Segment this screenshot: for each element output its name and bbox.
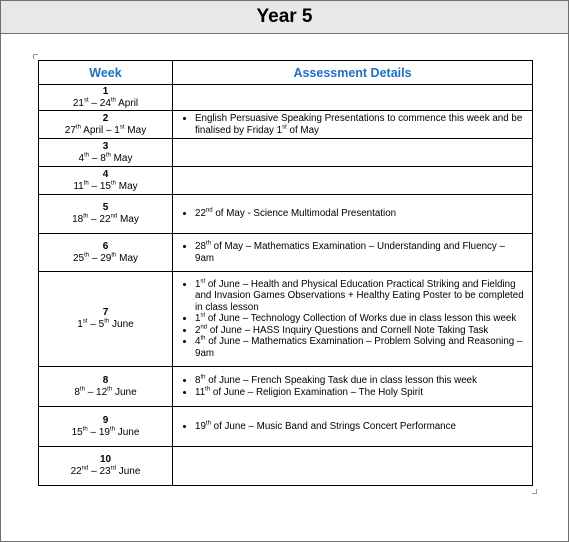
assessment-table (38, 60, 533, 486)
start-day-suffix: th (83, 213, 89, 220)
details-column-header: Assessment Details (173, 61, 533, 85)
item-date: 28 (195, 241, 206, 253)
week-dates (72, 214, 139, 225)
end-day-suffix: st (119, 124, 125, 131)
end-day: 5 (98, 319, 105, 330)
week-dates (77, 319, 133, 330)
week-dates (73, 181, 137, 192)
item-text: of May (286, 124, 319, 136)
week-number: 1 (102, 85, 109, 97)
month: May (116, 180, 138, 192)
page-title: Year 5 (256, 6, 313, 27)
assessment-item (195, 279, 524, 313)
item-text: of June – Mathematics Examination – Problem Solving and Reasoning – 9am (195, 336, 523, 359)
date-separator: – (88, 180, 100, 192)
details-cell (173, 234, 533, 272)
week-number: 2 (102, 112, 109, 124)
assessment-list (173, 279, 532, 359)
month: June (112, 386, 137, 398)
week-cell (39, 367, 173, 407)
item-text: of June – French Speaking Task due in class lesson this week (205, 375, 478, 387)
end-day-suffix: th (104, 318, 110, 325)
assessment-item (195, 325, 524, 336)
week-dates (73, 98, 138, 109)
item-date-suffix: nd (205, 208, 213, 215)
details-cell (173, 111, 533, 139)
details-cell (173, 139, 533, 167)
start-day: 1 (77, 319, 83, 330)
item-text: of June – Music Band and Strings Concert Performance (210, 420, 456, 432)
start-day: 15 (71, 426, 83, 438)
item-text: of May - Science Multimodal Presentation (212, 208, 397, 220)
week-cell (39, 85, 173, 111)
end-day: 22 (99, 214, 111, 225)
table-row (39, 407, 533, 447)
item-date: 4 (195, 336, 201, 348)
start-day: 18 (72, 214, 84, 225)
start-day-suffix: th (83, 180, 89, 187)
start-day-suffix: th (82, 426, 88, 433)
week-cell (39, 139, 173, 167)
month: May (110, 152, 133, 164)
week-dates (71, 466, 141, 477)
month: June (109, 319, 134, 330)
item-date-suffix: th (200, 335, 206, 342)
end-day-suffix: th (111, 252, 117, 259)
details-cell (173, 367, 533, 407)
date-separator: – (88, 466, 100, 477)
end-day: 19 (98, 426, 110, 438)
week-cell (39, 407, 173, 447)
end-day: 15 (99, 180, 111, 192)
assessment-item (195, 241, 524, 264)
assessment-item (195, 387, 524, 398)
item-date: 1 (195, 313, 201, 325)
date-separator: – (89, 152, 101, 164)
end-day: 24 (99, 97, 111, 109)
table-row (39, 234, 533, 272)
item-date: 1 (195, 279, 201, 291)
week-cell (39, 167, 173, 195)
week-dates (72, 427, 140, 438)
details-cell (173, 447, 533, 486)
item-text: of June – Religion Examination – The Holy Spirit (210, 386, 423, 398)
crop-mark-top-left (33, 54, 38, 59)
week-number: 5 (102, 202, 109, 213)
details-cell (173, 167, 533, 195)
assessment-item (195, 336, 524, 359)
item-date-suffix: st (200, 278, 206, 285)
table-row (39, 111, 533, 139)
end-day-suffix: th (109, 426, 115, 433)
date-separator: – (88, 214, 100, 225)
item-date: 22 (195, 208, 206, 220)
assessment-item (195, 421, 524, 432)
start-day-suffix: th (75, 124, 81, 131)
assessment-list (173, 208, 532, 219)
table-row (39, 447, 533, 486)
item-text: of June – Health and Physical Education Practical Striking and Fielding and Invasion Games Observations + Healthy Eating Poster to be completed in class lesson (195, 279, 524, 313)
item-date-suffix: th (200, 374, 206, 381)
details-cell (173, 272, 533, 367)
start-day: 27 (64, 124, 76, 136)
item-date: 2 (195, 324, 201, 336)
table-row (39, 167, 533, 195)
date-separator: – (84, 386, 97, 398)
date-separator: April – (80, 124, 115, 136)
assessment-item (195, 313, 524, 324)
date-separator: – (87, 426, 99, 438)
week-cell (39, 111, 173, 139)
end-day-suffix: nd (110, 213, 118, 220)
table-row (39, 367, 533, 407)
start-day: 11 (73, 180, 84, 192)
week-cell (39, 447, 173, 486)
week-dates (73, 253, 138, 264)
end-day: 29 (100, 252, 112, 264)
item-date: 8 (195, 375, 201, 387)
start-day-suffix: nd (81, 465, 89, 472)
crop-mark-bottom-right (532, 489, 537, 494)
week-dates (65, 125, 146, 136)
start-day: 21 (72, 97, 84, 109)
title-bar (1, 1, 568, 34)
week-number: 3 (102, 140, 109, 152)
week-number: 6 (102, 240, 109, 252)
week-number: 10 (99, 454, 112, 465)
start-day: 22 (70, 466, 82, 477)
week-number: 7 (102, 307, 109, 318)
item-date-suffix: th (205, 386, 211, 393)
assessment-list (173, 375, 532, 398)
month: May (116, 252, 139, 264)
week-dates (79, 153, 133, 164)
details-cell (173, 195, 533, 234)
assessment-list (173, 241, 532, 264)
date-separator: – (88, 97, 100, 109)
item-date: 11 (195, 386, 206, 398)
assessment-item (195, 208, 524, 219)
date-separator: – (87, 319, 99, 330)
details-cell (173, 85, 533, 111)
assessment-item (195, 113, 524, 136)
details-cell (173, 407, 533, 447)
item-date-suffix: th (205, 240, 211, 247)
month: April (115, 97, 139, 109)
date-separator: – (89, 252, 101, 264)
month: May (117, 214, 139, 225)
header-row (39, 61, 533, 85)
week-number: 4 (102, 168, 109, 180)
month: June (114, 426, 140, 438)
start-day-suffix: th (84, 152, 90, 159)
end-day-suffix: rd (110, 465, 116, 472)
start-day: 4 (78, 152, 85, 164)
end-day-suffix: th (110, 180, 116, 187)
item-date-suffix: th (205, 420, 211, 427)
item-date-suffix: nd (200, 324, 208, 331)
assessment-list (173, 113, 532, 136)
item-date: 19 (195, 420, 206, 432)
assessment-item (195, 375, 524, 386)
item-date-suffix: st (200, 313, 206, 320)
start-day-suffix: th (84, 252, 90, 259)
start-day-suffix: st (82, 318, 88, 325)
week-number: 9 (102, 414, 109, 426)
table-row (39, 272, 533, 367)
month: June (115, 466, 141, 477)
item-date-suffix: st (282, 124, 287, 131)
end-day: 1 (114, 124, 120, 136)
item-date: English Persuasive Speaking Presentations to commence this week and be finalised by Friday 1 (195, 113, 523, 136)
end-day: 23 (99, 466, 111, 477)
end-day: 12 (96, 386, 108, 398)
item-text: of June – Technology Collection of Works due in class lesson this week (205, 313, 517, 325)
assessment-list (173, 421, 532, 432)
end-day: 8 (100, 152, 106, 164)
start-day-suffix: st (83, 97, 89, 104)
end-day-suffix: th (105, 152, 111, 159)
week-cell (39, 195, 173, 234)
item-text: of June – HASS Inquiry Questions and Cornell Note Taking Task (207, 324, 489, 336)
item-text: of May – Mathematics Examination – Understanding and Fluency – 9am (195, 241, 505, 264)
week-cell (39, 272, 173, 367)
month: May (124, 124, 147, 136)
week-column-header: Week (39, 61, 173, 85)
table-row (39, 195, 533, 234)
start-day-suffix: th (79, 386, 85, 393)
week-cell (39, 234, 173, 272)
start-day: 8 (74, 386, 80, 398)
table-row (39, 139, 533, 167)
start-day: 25 (72, 252, 85, 264)
week-number: 8 (102, 374, 109, 386)
end-day-suffix: th (107, 386, 113, 393)
week-dates (74, 387, 136, 398)
table-row (39, 85, 533, 111)
end-day-suffix: th (110, 97, 116, 104)
